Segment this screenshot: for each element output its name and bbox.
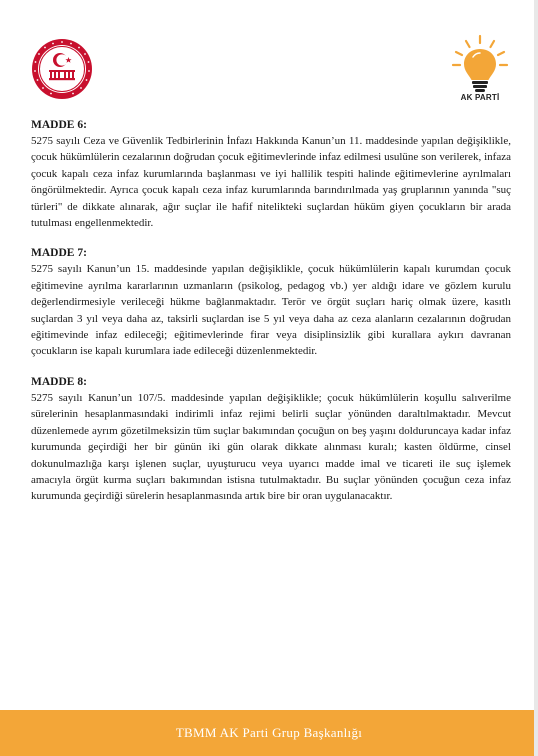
article-text: 5275 sayılı Kanun’un 107/5. maddesinde yapılan değişiklikle; çocuk hükümlülerin koşullu salıverilme sürelerinin hesaplanmasındaki indirimli infaz rejimi belirli suçlar yönünden daraltılmaktadır. Mevcut düzenlemede ayrım gözetilmeksizin tüm suçlar bakımından çocuğun on beş yaşını dolduruncaya kadar infaz kurumunda geçirdiği her bir günün iki gün olarak dikkate alınması kuralı; kasten öldürme, cinsel dokunulmazlığa karşı işlenen suçlar, uyuşturucu veya uyarıcı madde imal ve ticareti ile suç işlemek amacıyla örgüt kurma suçları bakımından istisna tutulmaktadır. Bu suçlar yönünden çocuğun ceza infaz kurumunda geçirdiği sürelerin hesaplanmasında artık bire bir oran uygulanacaktır. xyxy=(31,391,511,503)
article-heading: MADDE 7: xyxy=(31,247,87,260)
article-text: 5275 sayılı Kanun’un 15. maddesinde yapılan değişiklikle, çocuk hükümlülerin kapalı kurumdan çocuk eğitimevine ayrılma kararlarının uzmanların (psikolog, pedagog vb.) yer aldığı idare ve gözlem kurulu değerlendirmesiyle verileceği hükme bağlanmaktadır. Terör ve örgüt suçları hariç olmak üzere, kasıtlı suçlardan 3 yıl veya daha az, taksirli suçlardan ise 5 yıl veya daha az ceza alanların cezalarının doğrudan eğitimevinde infaz edileceği; eğitimevlerinde firar veya disiplinsizlik gibi kurallara aykırı davranan çocukların ise kapalı kurumlara iade edileceği düzenlenmektedir. xyxy=(31,263,511,358)
document-body xyxy=(31,118,511,520)
article-8 xyxy=(31,375,511,505)
footer-bar xyxy=(0,710,538,756)
article-7 xyxy=(31,246,511,359)
page-edge xyxy=(534,0,538,756)
article-heading: MADDE 6: xyxy=(31,119,87,131)
article-text: 5275 sayılı Ceza ve Güvenlik Tedbirlerinin İnfazı Hakkında Kanun’un 11. maddesinde yapılan değişiklikle, çocuk hükümlülerin cezalarının doğrudan çocuk eğitimevlerinde infaz edilmesi usulüne son verilerek, infaza çocuk kapalı ceza infaz kurumlarında başlanması ve iyi hallilik tespiti halinde eğitimevlerine ayrılmaları öngörülmektedir. Ayrıca çocuk kapalı ceza infaz kurumlarında barındırılmada yaş gruplarının yanında "suç türleri" de dikkate alınarak, ağır suçlar ile hafif nitelikteki suçlardan hüküm giyen çocukların bir arada tutulması engellenmektedir. xyxy=(31,135,511,230)
tbmm-emblem-icon xyxy=(31,38,93,100)
footer-text: TBMM AK Parti Grup Başkanlığı xyxy=(175,725,363,740)
article-heading: MADDE 8: xyxy=(31,375,87,388)
article-6 xyxy=(31,118,511,231)
ak-parti-logo-label: AK PARTİ xyxy=(460,93,500,102)
